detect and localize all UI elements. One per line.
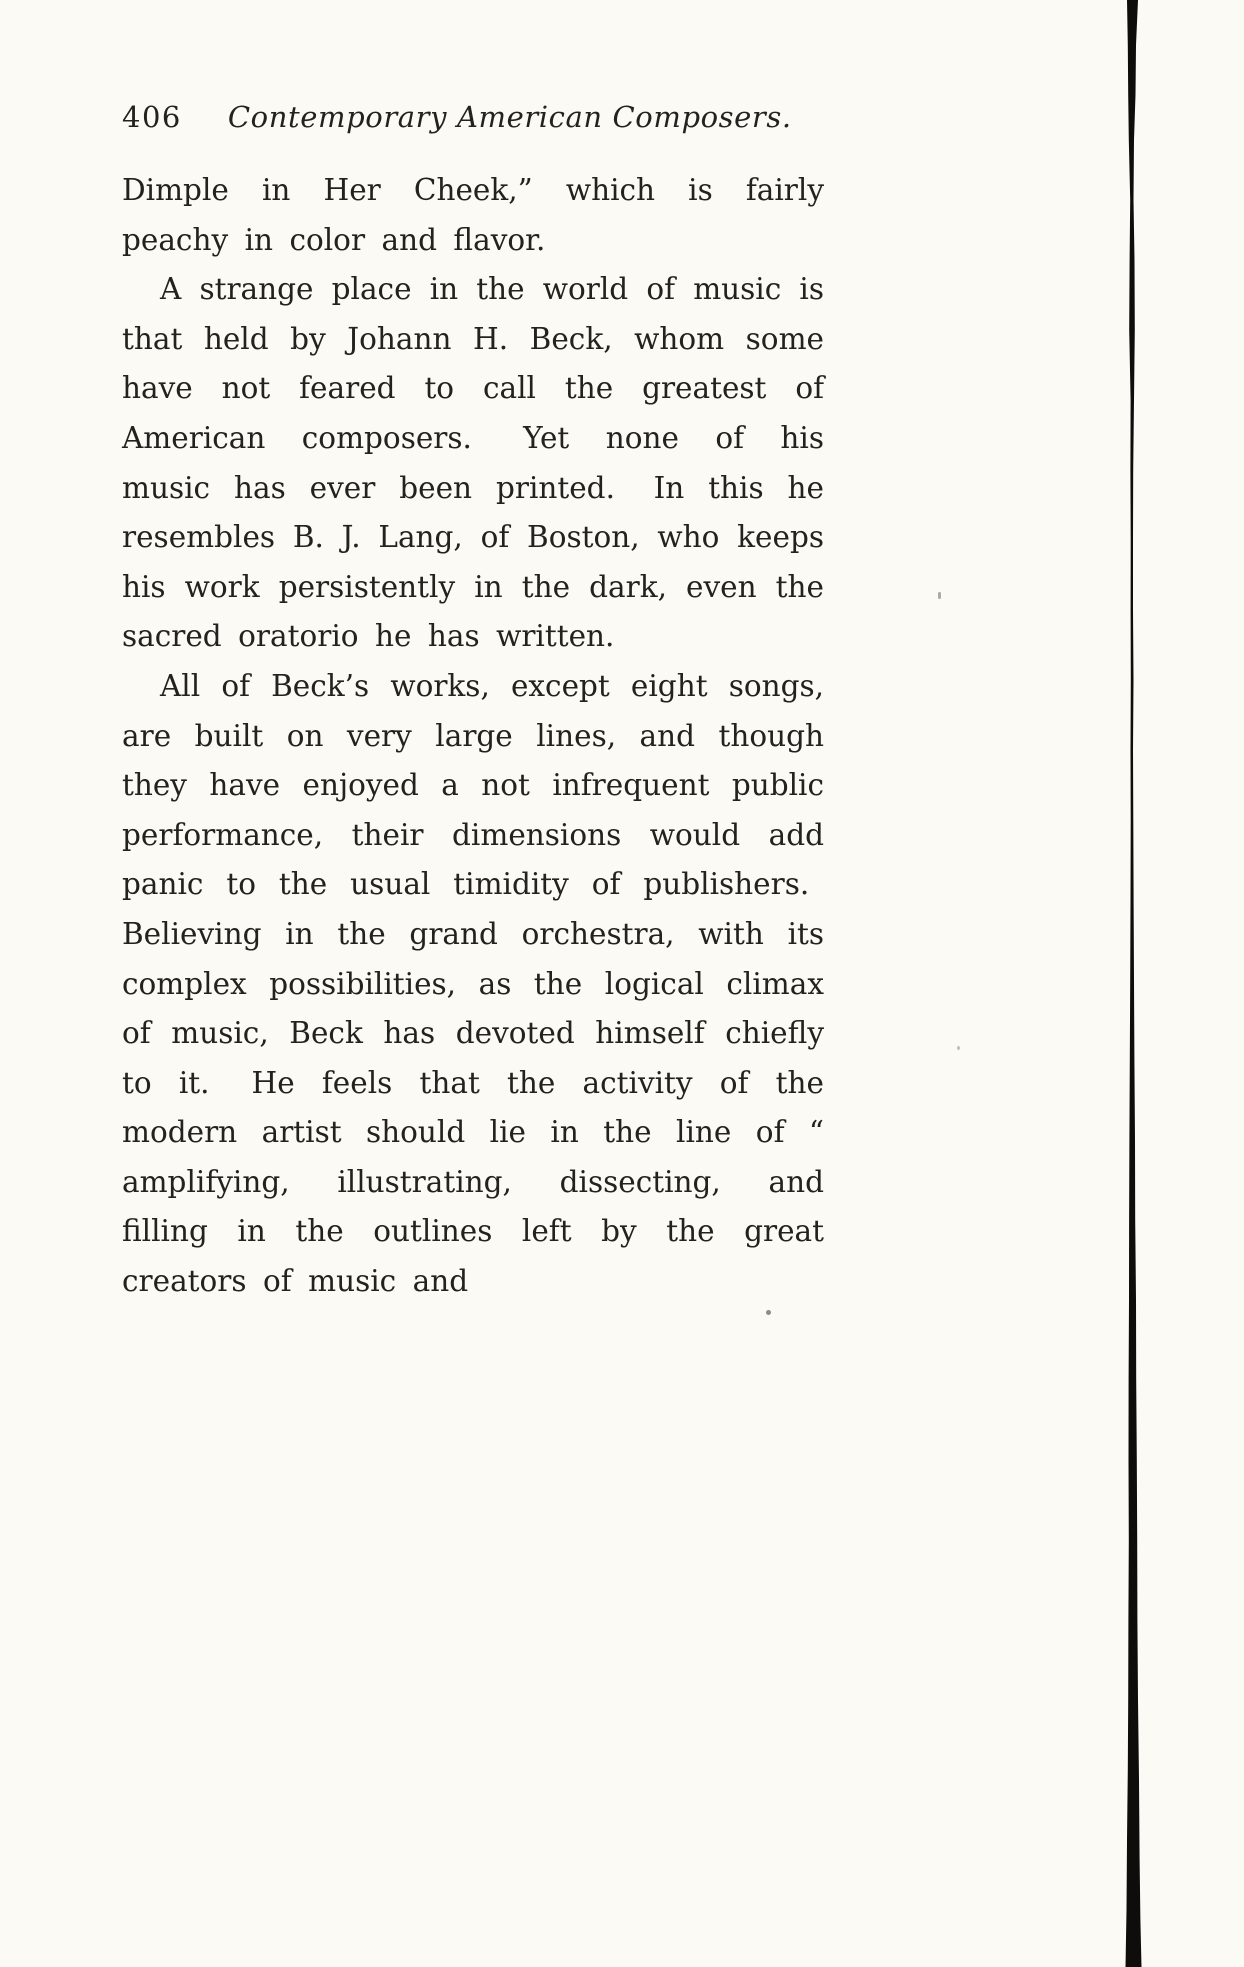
scan-speck xyxy=(766,1310,771,1315)
running-title: Contemporary American Composers. xyxy=(227,100,792,134)
binding-line-shape xyxy=(1126,0,1142,1967)
paragraph: Dimple in Her Cheek,” which is fairly peachy in color and flavor. xyxy=(122,173,824,257)
binding-shadow xyxy=(1112,0,1160,1967)
paragraph: A strange place in the world of music is that held by Johann H. Beck, whom some have not feared to call the greatest of American composers. Yet none of his music has ever been printed. In this he resembles B. J. Lang, of Boston, who keeps his work persistently in the dark, even the sacred oratorio he has written. xyxy=(122,272,824,654)
page-body xyxy=(122,166,824,1307)
running-header xyxy=(122,100,826,134)
scan-speck xyxy=(938,592,941,599)
scan-speck xyxy=(957,1046,960,1050)
page-number: 406 xyxy=(122,100,182,134)
paragraph: All of Beck’s works, except eight songs, are built on very large lines, and though they have enjoyed a not infrequent public performance, their dimensions would add panic to the usual timidity of publishers. Believing in the grand orchestra, with its complex possibilities, as the logical climax of music, Beck has devoted himself chiefly to it. He feels that the activity of the modern artist should lie in the line of “ amplifying, illustrating, dissecting, and filling in the outlines left by the great creators of music and xyxy=(122,668,824,1299)
